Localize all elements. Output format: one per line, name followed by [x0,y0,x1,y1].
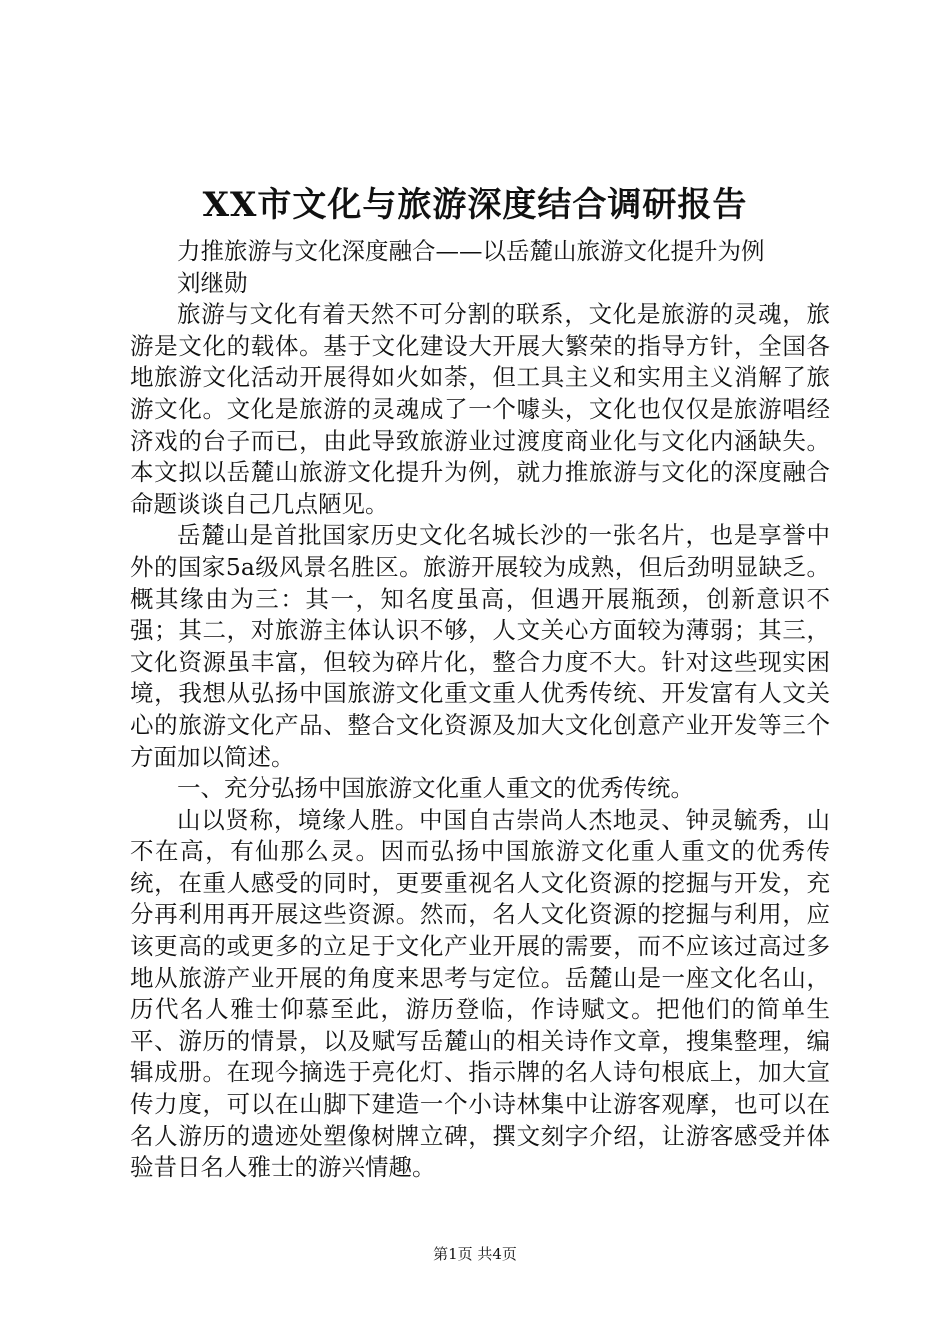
subtitle-paragraph: 力推旅游与文化深度融合——以岳麓山旅游文化提升为例 [177,237,765,265]
section-heading: 一、充分弘扬中国旅游文化重人重文的优秀传统。 [177,774,694,803]
body-paragraph: 岳麓山是首批国家历史文化名城长沙的一张名片，也是享誉中外的国家5a级风景名胜区。旅游开展较为成熟，但后劲明显缺乏。概其缘由为三：其一，知名度虽高，但遇开展瓶颈，创新意识不强；其二，对旅游主体认识不够，人文关心方面较为薄弱；其三，文化资源虽丰富，但较为碎片化，整合力度不大。针对这些现实困境，我想从弘扬中国旅游文化重文重人优秀传统、开发富有人文关心的旅游文化产品、整合文化资源及加大文化创意产业开发等三个方面加以简述。 [130,521,830,771]
body-paragraph: 旅游与文化有着天然不可分割的联系，文化是旅游的灵魂，旅游是文化的载体。基于文化建设大开展大繁荣的指导方针，全国各地旅游文化活动开展得如火如荼，但工具主义和实用主义消解了旅游文化。文化是旅游的灵魂成了一个噱头，文化也仅仅是旅游唱经济戏的台子而已，由此导致旅游业过渡度商业化与文化内涵缺失。本文拟以岳麓山旅游文化提升为例，就力推旅游与文化的深度融合命题谈谈自己几点陋见。 [130,300,830,518]
document-body [130,236,830,1184]
page-number-footer: 第1页 共4页 [433,1245,517,1263]
body-paragraph: 山以贤称，境缘人胜。中国自古崇尚人杰地灵、钟灵毓秀，山不在高，有仙那么灵。因而弘扬中国旅游文化重人重文的优秀传统，在重人感受的同时，更要重视名人文化资源的挖掘与开发，充分再利用再开展这些资源。然而，名人文化资源的挖掘与利用，应该更高的或更多的立足于文化产业开展的需要，而不应该过高过多地从旅游产业开展的角度来思考与定位。岳麓山是一座文化名山，历代名人雅士仰慕至此，游历登临，作诗赋文。把他们的简单生平、游历的情景，以及赋写岳麓山的相关诗作文章，搜集整理，编辑成册。在现今摘选于亮化灯、指示牌的名人诗句根底上，加大宣传力度，可以在山脚下建造一个小诗林集中让游客观摩，也可以在名人游历的遗迹处塑像树牌立碑，撰文刻字介绍，让游客感受并体验昔日名人雅士的游兴情趣。 [130,805,830,1182]
page-title: XX市文化与旅游深度结合调研报告 [202,185,748,225]
author-paragraph: 刘继勋 [177,268,248,297]
